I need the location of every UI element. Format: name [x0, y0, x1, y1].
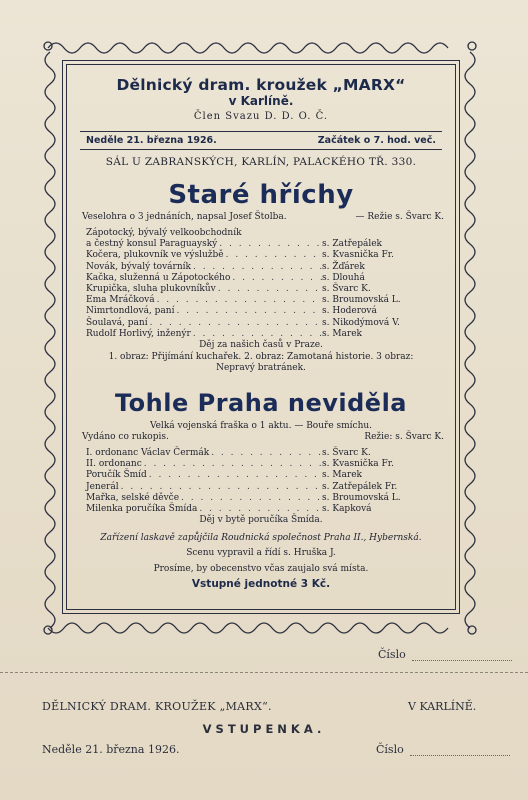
number-label-bottom: Číslo [376, 743, 404, 756]
cast-row [86, 318, 426, 329]
cast-row [86, 262, 426, 273]
cast-row [86, 250, 426, 261]
cast-actor: s. Kvasnička Fr. [322, 250, 394, 261]
stub-date: Neděle 21. března 1926. [42, 743, 180, 756]
leader-dots [230, 273, 322, 284]
cast-row [86, 295, 426, 306]
number-line-top [412, 660, 512, 661]
cast-role: Nimrtondlová, paní [86, 306, 175, 317]
cast-row [86, 273, 426, 284]
leader-dots [217, 239, 322, 250]
cast-row [86, 504, 426, 515]
play2-cast-list [72, 448, 450, 515]
cast-actor: s. Švarc K. [322, 284, 371, 295]
stub-location: V KARLÍNĚ. [408, 700, 477, 713]
play2-subtitle-row [72, 432, 450, 442]
stub-org: DĚLNICKÝ DRAM. KROUŽEK „MARX“. [42, 700, 272, 713]
cast-row [86, 228, 426, 239]
leader-dots [155, 295, 322, 306]
performance-date: Neděle 21. března 1926. [86, 135, 217, 146]
loan-note: Zařízení laskavě zapůjčila Roudnická společnost Praha II., Hybernská. [100, 532, 422, 543]
cast-actor: s. Dlouhá [322, 272, 365, 283]
cast-row [86, 448, 426, 459]
number-label-top: Číslo [378, 648, 406, 661]
cast-actor: s. Švarc K. [322, 448, 371, 459]
cast-row [86, 493, 426, 504]
cast-actor: s. Nikodýmová V. [322, 317, 400, 328]
leader-dots [191, 262, 322, 273]
leader-dots [224, 250, 322, 261]
number-line-bottom [410, 755, 510, 756]
cast-role: Krupička, sluha plukovníkův [86, 284, 216, 295]
play2-publisher: Vydáno co rukopis. [82, 432, 169, 443]
cast-role: Kačka, služenná u Zápotockého [86, 272, 231, 283]
cast-actor: s. Broumovská L. [322, 295, 401, 306]
leader-dots [147, 470, 322, 481]
cast-row [86, 459, 426, 470]
cast-role: Jenerál [86, 481, 119, 492]
cast-actor: s. Marek [322, 470, 363, 481]
org-title: Dělnický dram. kroužek „MARX“ [116, 76, 406, 94]
leader-dots [216, 284, 322, 295]
cast-row [86, 482, 426, 493]
leader-dots [197, 504, 322, 515]
play1-acts-line2: Nepravý bratránek. [216, 363, 306, 374]
org-location: v Karlíně. [228, 94, 294, 108]
request-note: Prosíme, by obecenstvo včas zaujalo svá místa. [153, 563, 369, 574]
cast-actor: s. Žďárek [322, 261, 365, 272]
date-rule [80, 149, 442, 150]
cast-role: I. ordonanc Václav Čermák [86, 448, 210, 459]
cast-role: Zápotocký, bývalý velkoobchodník [86, 228, 242, 238]
leader-dots [179, 493, 322, 504]
member-line: Člen Svazu D. D. O. Č. [193, 111, 329, 122]
play1-cast-list [72, 228, 450, 340]
perforation-line [0, 672, 528, 673]
play1-director: — Režie s. Švarc K. [355, 212, 444, 222]
cast-actor: s. Broumovská L. [322, 492, 401, 503]
cast-role: Šoulavá, paní [86, 317, 148, 328]
cast-role: Novák, bývalý továrník [86, 261, 191, 272]
play1-acts-line1: 1. obraz: Přijímání kuchařek. 2. obraz: Zamotaná historie. 3 obraz: [108, 351, 414, 362]
cast-actor: s. Zatřepálek [322, 239, 382, 250]
leader-dots [148, 318, 322, 329]
cast-role: II. ordonanc [86, 459, 142, 470]
play1-subtitle: Veselohra o 3 jednáních, napsal Josef Štolba. [82, 212, 287, 222]
cast-row [86, 470, 426, 481]
stub-ticket: VSTUPENKA. [202, 722, 326, 736]
cast-role: Ema Mráčková [86, 295, 155, 306]
play2-subtitle: Velká vojenská fraška o 1 aktu. — Bouře smíchu. [149, 420, 373, 431]
leader-dots [191, 329, 322, 340]
cast-row [86, 329, 426, 340]
cast-role: Rudolf Horlivý, inženýr [86, 328, 191, 339]
cast-role: Kočera, plukovník ve výslužbě [86, 250, 224, 261]
admission-price: Vstupné jednotné 3 Kč. [191, 578, 331, 591]
poster-content [72, 76, 450, 591]
leader-dots [209, 448, 322, 459]
play2-title: Tohle Praha neviděla [115, 388, 407, 417]
cast-role: Mařka, selské děvče [86, 492, 180, 503]
cast-actor: s. Kvasnička Fr. [322, 459, 394, 470]
cast-actor: s. Hoderová [322, 306, 377, 317]
start-time: Začátek o 7. hod. več. [317, 135, 436, 146]
leader-dots [142, 459, 322, 470]
cast-actor: s. Kapková [322, 504, 372, 515]
play1-subtitle-row [72, 210, 450, 222]
leader-dots [119, 482, 322, 493]
staging-note: Scenu vypravil a řídí s. Hruška J. [186, 548, 336, 559]
cast-role: a čestný konsul Paraguayský [86, 239, 218, 250]
cast-actor: s. Zatřepálek Fr. [322, 481, 398, 492]
cast-role: Poručík Šmíd [86, 470, 147, 481]
cast-role: Milenka poručíka Šmída [86, 504, 198, 515]
play2-setting: Děj v bytě poručíka Šmída. [199, 515, 323, 526]
cast-row [86, 306, 426, 317]
venue: SÁL U ZABRANSKÝCH, KARLÍN, PALACKÉHO TŘ. 330. [105, 156, 417, 168]
play1-title: Staré hříchy [168, 180, 354, 210]
play1-setting: Děj za našich časů v Praze. [199, 340, 323, 351]
date-row [72, 132, 450, 146]
play2-director: Režie: s. Švarc K. [364, 432, 444, 443]
cast-row [86, 239, 426, 250]
cast-actor: s. Marek [322, 328, 363, 339]
cast-row [86, 284, 426, 295]
leader-dots [174, 306, 322, 317]
